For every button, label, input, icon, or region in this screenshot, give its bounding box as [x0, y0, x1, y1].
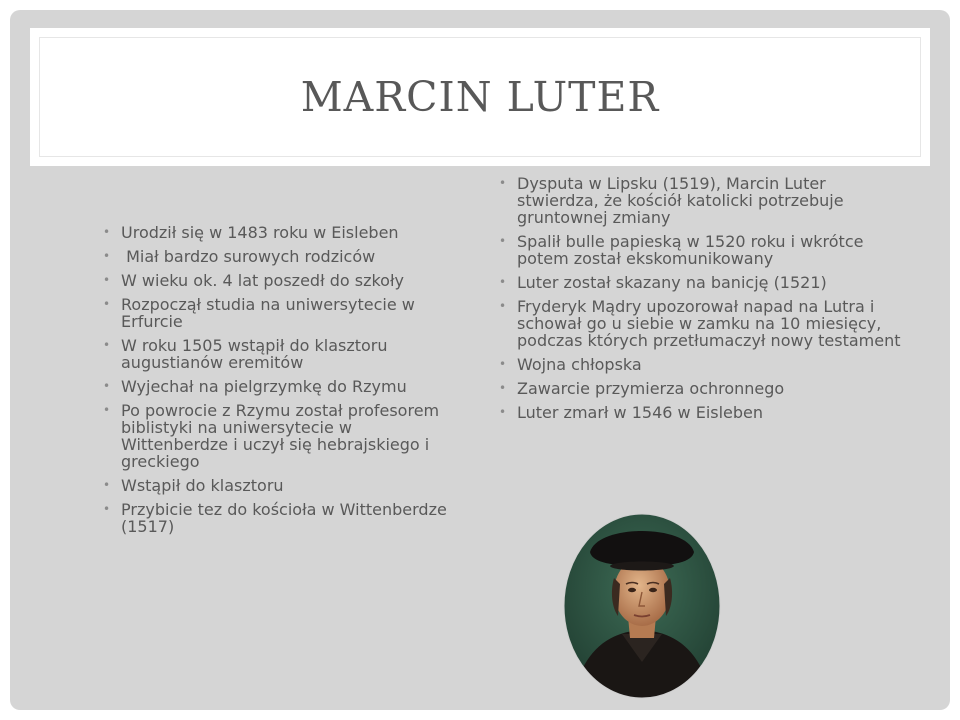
bullet-text: Wyjechał na pielgrzymkę do Rzymu	[121, 377, 407, 396]
bullet-text: W wieku ok. 4 lat poszedł do szkoły	[121, 271, 404, 290]
bullet-item	[499, 175, 911, 226]
bullet-text: Fryderyk Mądry upozorował napad na Lutra i schował go u siebie w zamku na 10 miesięcy, podczas których przetłumaczył nowy testament	[517, 297, 901, 350]
bullet-item	[103, 272, 448, 289]
bullet-text: Spalił bulle papieską w 1520 roku i wkrótce potem został ekskomunikowany	[517, 232, 864, 268]
bullet-text: Wstąpił do klasztoru	[121, 476, 284, 495]
bullet-text: Dysputa w Lipsku (1519), Marcin Luter stwierdza, że kościół katolicki potrzebuje gruntownej zmiany	[517, 174, 844, 227]
bullet-item	[103, 477, 448, 494]
left-bullet-list	[103, 224, 448, 542]
bullet-item	[499, 298, 911, 349]
bullet-text: Miał bardzo surowych rodziców	[121, 247, 376, 266]
bullet-text: Zawarcie przymierza ochronnego	[517, 379, 785, 398]
bullet-item	[103, 296, 448, 330]
bullet-item	[499, 404, 911, 421]
bullet-icon: •	[499, 357, 507, 371]
right-bullet-list	[499, 175, 911, 428]
bullet-item	[103, 402, 448, 470]
bullet-item	[499, 380, 911, 397]
bullet-icon: •	[499, 275, 507, 289]
bullet-text: Przybicie tez do kościoła w Wittenberdze (1517)	[121, 500, 447, 536]
bullet-item	[103, 337, 448, 371]
bullet-text: Wojna chłopska	[517, 355, 642, 374]
slide-title: MARCIN LUTER	[300, 73, 660, 121]
bullet-icon: •	[103, 297, 111, 311]
bullet-text: Po powrocie z Rzymu został profesorem biblistyki na uniwersytecie w Wittenberdze i uczył się hebrajskiego i greckiego	[121, 401, 440, 471]
bullet-icon: •	[499, 234, 507, 248]
bullet-icon: •	[103, 478, 111, 492]
bullet-text: Rozpoczął studia na uniwersytecie w Erfurcie	[121, 295, 415, 331]
bullet-icon: •	[103, 502, 111, 516]
bullet-icon: •	[103, 273, 111, 287]
bullet-item	[103, 378, 448, 395]
portrait-illustration	[562, 512, 722, 700]
bullet-icon: •	[103, 249, 111, 263]
bullet-text: Luter zmarł w 1546 w Eisleben	[517, 403, 764, 422]
bullet-icon: •	[499, 405, 507, 419]
luther-portrait-image	[562, 512, 722, 700]
bullet-icon: •	[103, 225, 111, 239]
bullet-item	[499, 356, 911, 373]
bullet-text: Urodził się w 1483 roku w Eisleben	[121, 223, 399, 242]
bullet-item	[103, 501, 448, 535]
bullet-icon: •	[499, 381, 507, 395]
bullet-text: Luter został skazany na banicję (1521)	[517, 273, 827, 292]
bullet-icon: •	[103, 403, 111, 417]
bullet-icon: •	[103, 338, 111, 352]
title-inner-border	[39, 37, 921, 157]
bullet-item	[103, 224, 448, 241]
bullet-item	[499, 233, 911, 267]
bullet-icon: •	[499, 176, 507, 190]
bullet-text: W roku 1505 wstąpił do klasztoru augustianów eremitów	[121, 336, 388, 372]
bullet-icon: •	[103, 379, 111, 393]
bullet-item	[499, 274, 911, 291]
bullet-item	[103, 248, 448, 265]
bullet-icon: •	[499, 299, 507, 313]
title-frame	[30, 28, 930, 166]
